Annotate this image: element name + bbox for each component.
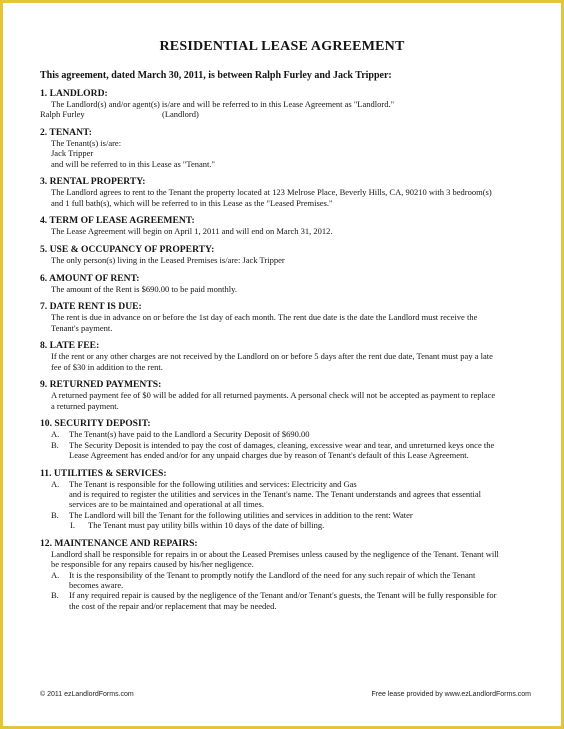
document-title: RESIDENTIAL LEASE AGREEMENT xyxy=(159,39,405,54)
section-text: fee of $30 in addition to the rent. xyxy=(51,361,163,372)
list-item xyxy=(40,479,530,510)
list-marker: I. xyxy=(70,520,75,531)
section-utilities xyxy=(40,468,530,531)
list-text: If any required repair is caused by the negligence of the Tenant and/or Tenant's guests, the Tenant will be fully responsible for xyxy=(69,590,497,601)
section-security-deposit xyxy=(40,418,530,460)
tenant-name: Jack Tripper xyxy=(51,148,94,159)
list-text: The Security Deposit is intended to pay the cost of damages, cleaning, excessive wear and tear, and unreturned keys once the xyxy=(69,439,495,450)
section-rental-property xyxy=(40,176,530,208)
section-heading: 11. UTILITIES & SERVICES: xyxy=(40,467,167,479)
section-rent-amount xyxy=(40,273,530,294)
section-text: a returned payment. xyxy=(51,400,119,411)
list-item xyxy=(40,440,530,461)
section-text: and 1 full bath(s), which will be referred to in this Lease as the "Leased Premises." xyxy=(51,197,333,208)
list-text: the cost of the repair and/or replacement that may be needed. xyxy=(69,600,277,611)
section-text: and will be referred to in this Lease as "Tenant." xyxy=(51,158,216,169)
section-heading: 10. SECURITY DEPOSIT: xyxy=(40,418,151,430)
list-text: The Tenant must pay utility bills within 10 days of the date of billing. xyxy=(88,520,325,531)
list-text: becomes aware. xyxy=(69,580,124,591)
section-text: A returned payment fee of $0 will be added for all returned payments. A personal check will not be accepted as payment to replace xyxy=(51,390,496,401)
list-text: The Landlord will bill the Tenant for the following utilities and services in addition to the rent: Water xyxy=(69,509,413,520)
landlord-signature-row xyxy=(40,109,530,119)
section-heading: 5. USE & OCCUPANCY OF PROPERTY: xyxy=(40,244,215,255)
list-text: It is the responsibility of the Tenant to promptly notify the Landlord of the need for any such repair of which the Tenant xyxy=(69,569,476,580)
section-text: The Lease Agreement will begin on April 1, 2011 and will end on March 31, 2012. xyxy=(51,226,333,237)
section-heading: 8. LATE FEE: xyxy=(40,340,100,352)
section-text: The Landlord agrees to rent to the Tenant the property located at 123 Melrose Place, Beverly Hills, CA, 90210 with 3 bedroom(s) xyxy=(51,187,492,198)
list-text: Lease Agreement has ended and/or for any unpaid charges due by reason of Tenant's default of this Lease Agreement. xyxy=(69,450,469,460)
section-heading: 7. DATE RENT IS DUE: xyxy=(40,301,142,313)
section-text: The Tenant(s) is/are: xyxy=(51,138,122,148)
list-text: The Tenant(s) have paid to the Landlord a Security Deposit of $690.00 xyxy=(69,429,310,440)
section-text: The only person(s) living in the Leased Premises is/are: Jack Tripper xyxy=(51,255,285,265)
section-text: be responsible for any repairs caused by his/her negligence. xyxy=(51,559,254,570)
section-heading: 6. AMOUNT OF RENT: xyxy=(40,272,140,284)
intro-statement: This agreement, dated March 30, 2011, is between Ralph Furley and Jack Tripper: xyxy=(40,70,392,81)
section-heading: 9. RETURNED PAYMENTS: xyxy=(40,379,162,391)
section-heading: 2. TENANT: xyxy=(40,127,92,138)
section-text: The rent is due in advance on or before the 1st day of each month. The rent due date is the date the Landlord must receive the xyxy=(51,312,478,323)
list-item xyxy=(40,510,530,520)
section-heading: 3. RENTAL PROPERTY: xyxy=(40,176,146,188)
footer-source-link[interactable]: Free lease provided by www.ezLandlordForms.com xyxy=(371,691,531,698)
list-marker: A. xyxy=(51,429,60,440)
section-maintenance xyxy=(40,538,530,611)
section-landlord xyxy=(40,88,530,120)
list-text: and is required to register the utilities and services in the Tenant's name. The Tenant understands and agrees that essential xyxy=(69,489,481,499)
list-marker: B. xyxy=(51,439,59,450)
footer-copyright: © 2011 ezLandlordForms.com xyxy=(40,691,134,698)
list-marker: A. xyxy=(51,569,60,580)
section-text: The amount of the Rent is $690.00 to be paid monthly. xyxy=(51,283,237,294)
list-item xyxy=(40,590,530,611)
list-text: services are to be maintained and operational at all times. xyxy=(69,499,264,510)
section-term xyxy=(40,215,530,236)
list-marker: A. xyxy=(51,478,60,489)
list-text: The Tenant is responsible for the following utilities and services: Electricity and Gas xyxy=(69,478,357,489)
section-heading: 4. TERM OF LEASE AGREEMENT: xyxy=(40,215,195,227)
section-returned-payments xyxy=(40,379,530,411)
section-rent-due xyxy=(40,301,530,333)
section-text: If the rent or any other charges are not received by the Landlord on or before 5 days after the rent due date, Tenant must pay a late xyxy=(51,351,493,362)
section-text: Tenant's payment. xyxy=(51,322,113,333)
section-tenant xyxy=(40,127,530,169)
section-heading: 1. LANDLORD: xyxy=(40,88,108,99)
section-text: The Landlord(s) and/or agent(s) is/are and will be referred to in this Lease Agreement as "Landlord." xyxy=(51,99,395,109)
list-marker: B. xyxy=(51,590,59,601)
landlord-name: Ralph Furley xyxy=(40,109,85,120)
lease-document xyxy=(3,3,561,726)
section-text: Landlord shall be responsible for repairs in or about the Leased Premises unless caused by the negligence of the Tenant. Tenant will xyxy=(51,548,499,559)
section-heading: 12. MAINTENANCE AND REPAIRS: xyxy=(40,537,198,549)
list-item xyxy=(40,570,530,591)
section-late-fee xyxy=(40,340,530,372)
sub-list-item xyxy=(40,520,530,530)
lease-content xyxy=(40,88,530,618)
landlord-role: (Landlord) xyxy=(162,109,199,120)
list-marker: B. xyxy=(51,509,59,520)
list-item xyxy=(40,429,530,439)
section-occupancy xyxy=(40,244,530,265)
